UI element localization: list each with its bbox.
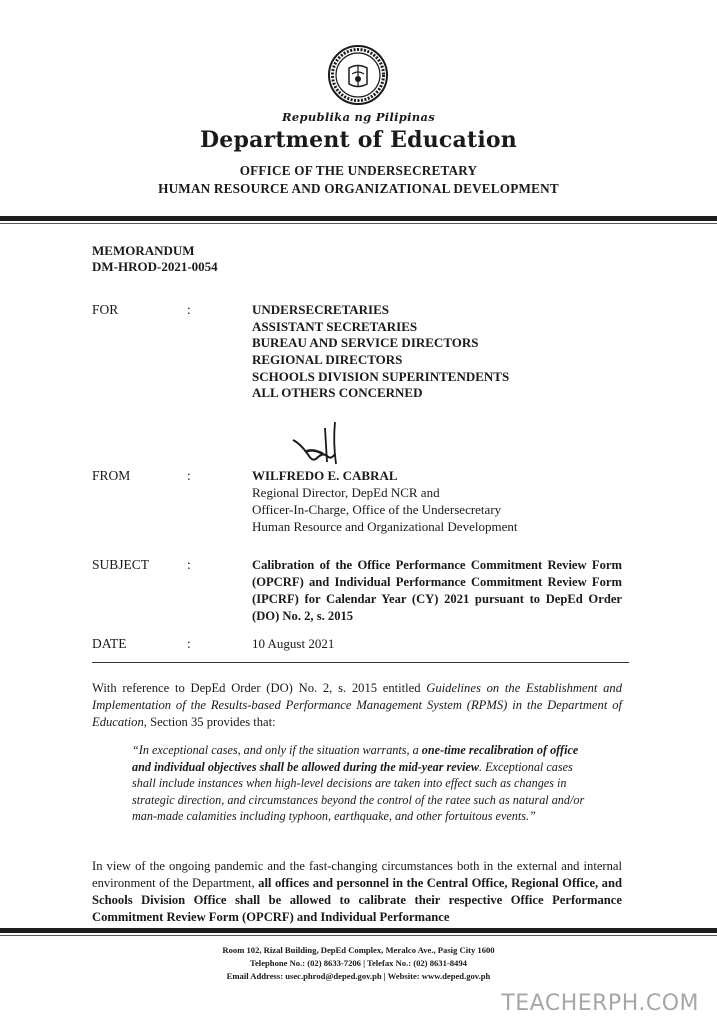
recipient: BUREAU AND SERVICE DIRECTORS (252, 335, 479, 351)
footer-rule-thin (0, 935, 717, 936)
office-heading-1: OFFICE OF THE UNDERSECRETARY (239, 163, 478, 178)
sender-title: Human Resource and Organizational Development (252, 519, 518, 534)
emphasis: one-time recalibration of office and individual objectives shall be allowed during the mid-year review (132, 743, 579, 774)
date-label: DATE (92, 636, 127, 651)
footer-rule (0, 928, 717, 933)
footer-phone: Telephone No.: (02) 8633-7206 | Telefax No.: (02) 8631-8494 (250, 958, 467, 968)
subject-label: SUBJECT (92, 557, 150, 572)
text-run: With reference to DepEd Order (DO) No. 2, s. 2015 entitled (92, 681, 427, 695)
order-title: Guidelines on the Establishment and Implementation of the Results-based Performance Management System (RPMS) in the Department of Education (92, 681, 623, 729)
emphasis: all offices and personnel in the Central Office, Regional Office, and Schools Division Office shall be allowed to calibrate their respective Office Performance Commitment Review Form (OPCRF) and Individual Performance (92, 876, 622, 924)
recipient: REGIONAL DIRECTORS (252, 352, 403, 368)
footer-email: Email Address: usec.phrod@deped.gov.ph | Website: www.deped.gov.ph (226, 971, 491, 981)
republic-heading: Republika ng Pilipinas (282, 110, 435, 124)
body-paragraph-2 (92, 858, 622, 926)
sender-title: Regional Director, DepEd NCR and (252, 485, 440, 500)
for-label: FOR (92, 302, 119, 317)
recipient: ASSISTANT SECRETARIES (252, 318, 418, 334)
memo-number: DM-HROD-2021-0054 (92, 259, 218, 274)
quoted-provision (132, 742, 592, 825)
sender-title: Officer-In-Charge, Office of the Undersecretary (252, 502, 502, 517)
subject-colon: : (187, 557, 191, 572)
header-rule-thin (0, 223, 717, 224)
recipient-list (252, 302, 509, 402)
text-run: “In exceptional cases, and only if the situation warrants, a (132, 743, 422, 757)
from-label: FROM (92, 468, 131, 483)
subject-text: Calibration of the Office Performance Commitment Review Form (OPCRF) and Individual Performance Commitment Review Form (IPCRF) for Calendar Year (CY) 2021 pursuant to DepEd Order (DO) No. 2, s. 2015 (252, 558, 622, 623)
memo-type: MEMORANDUM (92, 243, 195, 258)
text-run: . Exceptional cases shall include instances when high-level decisions are taken into effect such as changes in strategic direction, and circumstances beyond the control of the ratee such as natural and/or man-made calamities including typhoon, earthquake, and other fortuitous events.” (132, 759, 585, 824)
header-rule (0, 216, 717, 221)
sender-name: WILFREDO E. CABRAL (252, 468, 398, 483)
date-colon: : (187, 636, 191, 651)
text-run: In view of the ongoing pandemic and the fast-changing circumstances both in the external and internal environment of the Department, (92, 859, 622, 890)
divider (92, 662, 629, 663)
recipient: UNDERSECRETARIES (252, 302, 390, 317)
recipient: SCHOOLS DIVISION SUPERINTENDENTS (252, 368, 510, 384)
memo-date: 10 August 2021 (252, 636, 335, 651)
recipient: ALL OTHERS CONCERNED (252, 385, 423, 401)
body-paragraph-1 (92, 680, 622, 731)
footer-address: Room 102, Rizal Building, DepEd Complex, Meralco Ave., Pasig City 1600 (222, 945, 495, 955)
watermark: TEACHERPH.COM (501, 991, 699, 1016)
deped-seal-icon (327, 44, 389, 106)
department-heading: Department of Education (200, 127, 517, 153)
for-colon: : (187, 302, 191, 317)
from-colon: : (187, 468, 191, 483)
text-run: , Section 35 provides that: (143, 715, 276, 729)
office-heading-2: HUMAN RESOURCE AND ORGANIZATIONAL DEVELOPMENT (158, 181, 559, 196)
